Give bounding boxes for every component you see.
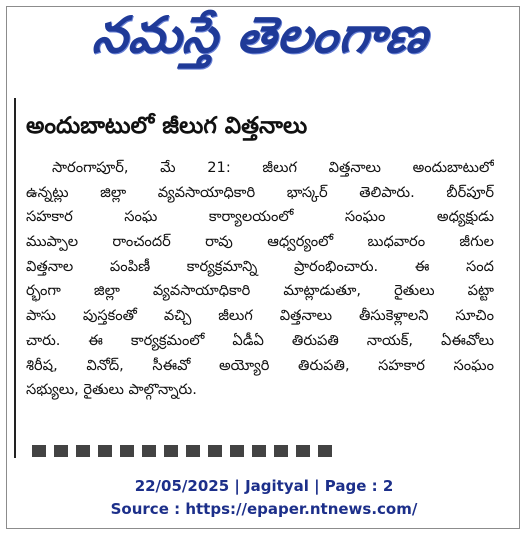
newspaper-masthead: నమస్తే తెలంగాణ — [89, 5, 432, 64]
article-line: విత్తనాల పంపిణీ కార్యక్రమాన్ని ప్రారంభించారు. ఈ సంద — [26, 257, 494, 275]
source-link[interactable]: Source : https://epaper.ntnews.com/ — [110, 500, 418, 518]
cut-off-next-article — [32, 445, 332, 457]
article-line: సహకార సంఘ కార్యాలయంలో సంఘం అధ్యక్షుడు — [26, 208, 494, 226]
article-line: ఉన్నట్లు జిల్లా వ్యవసాయాధికారి భాస్కర్ తెలిపారు. బీర్‌పూర్ — [26, 183, 494, 201]
column-rule — [14, 98, 16, 458]
article-line: సారంగాపూర్, మే 21: జీలుగ విత్తనాలు అందుబాటులో — [52, 159, 494, 176]
article-line: పాసు పుస్తకంతో వచ్చి జీలుగ విత్తనాలు తీసుకెళ్లాలని సూచిం — [26, 307, 494, 325]
article-line: చారు. ఈ కార్యక్రమంలో ఏడీఏ తిరుపతి నాయక్, ఏఈవోలు — [26, 331, 494, 349]
article-headline: అందుబాటులో జీలుగ విత్తనాలు — [26, 113, 308, 139]
edition-date-line: 22/05/2025 | Jagityal | Page : 2 — [134, 477, 394, 495]
article-line: ముప్పాల రాంచందర్ రావు ఆధ్వర్యంలో బుధవారం జీగుల — [26, 233, 494, 251]
article-line: శిరీష, వినోద్, సీఈవో అయ్యోరి తిరుపతి, సహకార సంఘం — [26, 356, 494, 374]
article-line: సభ్యులు, రైతులు పాల్గొన్నారు. — [26, 381, 197, 399]
article-clipping — [14, 98, 506, 458]
article-line: ర్భంగా జిల్లా వ్యవసాయాధికారి మాట్లాడుతూ, రైతులు పట్టా — [26, 282, 494, 300]
article-body — [26, 156, 494, 403]
